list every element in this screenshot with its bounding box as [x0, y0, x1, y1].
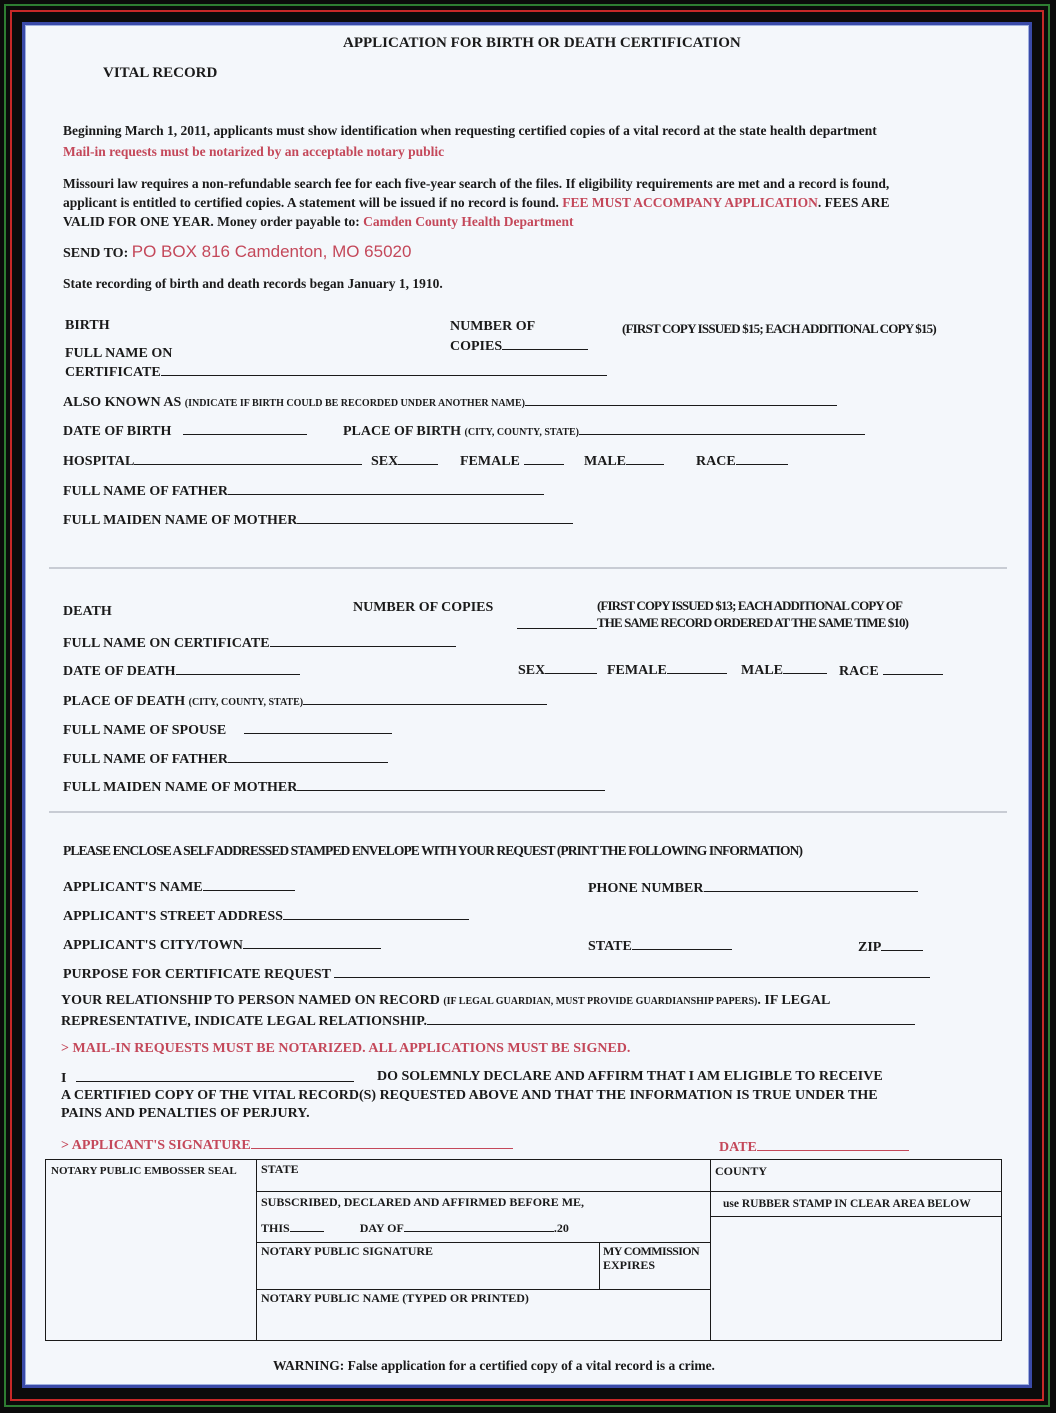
birth-race-field[interactable]: RACE [696, 451, 788, 470]
death-copies-label: NUMBER OF COPIES [353, 600, 494, 615]
death-full-name-field[interactable]: FULL NAME ON CERTIFICATE [63, 633, 456, 652]
birth-pob-field[interactable]: PLACE OF BIRTH (CITY, COUNTY, STATE) [343, 421, 865, 441]
applicant-street-field[interactable]: APPLICANT'S STREET ADDRESS [63, 906, 469, 925]
law-text-line-2: applicant is entitled to certified copies. A statement will be issued if no record is found. FEE MUST ACCOMPANY APPLICATION. FEES ARE [63, 195, 890, 210]
applicant-signature-field[interactable]: > APPLICANT'S SIGNATURE [61, 1135, 513, 1154]
declaration-line-2: A CERTIFIED COPY OF THE VITAL RECORD(S) REQUESTED ABOVE AND THAT THE INFORMATION IS TRUE UNDER THE [61, 1088, 878, 1103]
birth-father-field[interactable]: FULL NAME OF FATHER [63, 481, 544, 500]
applicant-name-field[interactable]: APPLICANT'S NAME [63, 877, 295, 896]
law-text-line-1: Missouri law requires a non-refundable search fee for each five-year search of the files. If eligibility requirements are met and a record is found, [63, 176, 890, 191]
declaration-line-3: PAINS AND PENALTIES OF PERJURY. [61, 1106, 310, 1121]
stamp-note: use RUBBER STAMP IN CLEAR AREA BELOW [723, 1198, 971, 1210]
commission-label-1: MY COMMISSION [603, 1244, 700, 1258]
recording-note: State recording of birth and death records began January 1, 1910. [63, 276, 443, 291]
death-mother-field[interactable]: FULL MAIDEN NAME OF MOTHER [63, 777, 605, 796]
notary-subscribed-label: SUBSCRIBED, DECLARED AND AFFIRMED BEFORE ME, [261, 1195, 585, 1209]
applicant-city-field[interactable]: APPLICANT'S CITY/TOWN [63, 935, 381, 954]
birth-section-label: BIRTH [65, 318, 110, 333]
birth-copies-label-1: NUMBER OF [450, 319, 536, 334]
birth-mother-field[interactable]: FULL MAIDEN NAME OF MOTHER [63, 510, 573, 529]
applicant-phone-field[interactable]: PHONE NUMBER [588, 878, 918, 897]
death-pod-field[interactable]: PLACE OF DEATH (CITY, COUNTY, STATE) [63, 691, 547, 711]
death-spouse-field[interactable]: FULL NAME OF SPOUSE [63, 720, 392, 739]
purpose-field[interactable]: PURPOSE FOR CERTIFICATE REQUEST [63, 964, 930, 983]
birth-fee-note: (FIRST COPY ISSUED $15; EACH ADDITIONAL COPY $15) [622, 321, 936, 336]
birth-full-name-label-1: FULL NAME ON [65, 346, 173, 361]
fee-notice: FEE MUST ACCOMPANY APPLICATION [562, 195, 818, 210]
rubber-stamp-area[interactable] [710, 1216, 1002, 1341]
applicant-zip-field[interactable]: ZIP [858, 937, 923, 956]
send-to: SEND TO: PO BOX 816 Camdenton, MO 65020 [63, 242, 412, 261]
send-to-address: PO BOX 816 Camdenton, MO 65020 [131, 242, 412, 261]
notary-name-label: NOTARY PUBLIC NAME (TYPED OR PRINTED) [261, 1291, 529, 1305]
notary-state-box[interactable] [256, 1159, 711, 1192]
birth-full-name-field[interactable]: CERTIFICATE [65, 362, 607, 381]
death-section-label: DEATH [63, 604, 112, 619]
birth-sex-field[interactable]: SEX [371, 451, 438, 470]
notary-county-label: COUNTY [715, 1164, 768, 1178]
section-divider-2 [49, 811, 1007, 813]
form-title: APPLICATION FOR BIRTH OR DEATH CERTIFICATION [343, 35, 741, 51]
law-text-line-3: VALID FOR ONE YEAR. Money order payable to: Camden County Health Department [63, 214, 574, 229]
notary-state-label: STATE [261, 1162, 299, 1176]
death-female-field[interactable]: FEMALE [607, 660, 727, 679]
birth-copies-field[interactable]: COPIES [450, 336, 588, 355]
birth-hospital-field[interactable]: HOSPITAL [63, 451, 362, 470]
death-male-field[interactable]: MALE [741, 660, 827, 679]
death-sex-field[interactable]: SEX [518, 660, 597, 679]
payee: Camden County Health Department [363, 214, 574, 229]
birth-dob-field[interactable]: DATE OF BIRTH [63, 421, 307, 440]
mail-notice: Mail-in requests must be notarized by an acceptable notary public [63, 144, 445, 159]
form-subtitle: VITAL RECORD [103, 65, 218, 81]
footer-warning: WARNING: False application for a certified copy of a vital record is a crime. [273, 1358, 715, 1373]
relationship-line-1: YOUR RELATIONSHIP TO PERSON NAMED ON RECORD (IF LEGAL GUARDIAN, MUST PROVIDE GUARDIANSHIP PAPERS). IF LEGAL [61, 993, 831, 1008]
section-divider-1 [49, 567, 1007, 569]
notary-signature-label: NOTARY PUBLIC SIGNATURE [261, 1244, 434, 1258]
envelope-note: PLEASE ENCLOSE A SELF ADDRESSED STAMPED ENVELOPE WITH YOUR REQUEST (PRINT THE FOLLOWING INFORMATION) [63, 843, 803, 858]
commission-label-2: EXPIRES [603, 1258, 656, 1272]
notary-seal-label: NOTARY PUBLIC EMBOSSER SEAL [51, 1165, 237, 1177]
form-page [22, 22, 1032, 1388]
notarize-warning: > MAIL-IN REQUESTS MUST BE NOTARIZED. ALL APPLICATIONS MUST BE SIGNED. [61, 1041, 631, 1056]
birth-aka-field[interactable]: ALSO KNOWN AS (INDICATE IF BIRTH COULD BE RECORDED UNDER ANOTHER NAME) [63, 392, 837, 412]
notary-date-line[interactable]: THIS DAY OF .20 [261, 1218, 569, 1235]
death-copies-field[interactable] [517, 615, 597, 634]
id-notice: Beginning March 1, 2011, applicants must show identification when requesting certified copies of a vital record at the state health department [63, 123, 877, 138]
death-fee-note-1: (FIRST COPY ISSUED $13; EACH ADDITIONAL COPY OF [597, 598, 903, 613]
death-fee-note-2: THE SAME RECORD ORDERED AT THE SAME TIME $10) [597, 615, 909, 630]
death-race-field[interactable]: RACE [839, 661, 943, 680]
declaration-line-1: DO SOLEMNLY DECLARE AND AFFIRM THAT I AM ELIGIBLE TO RECEIVE [377, 1069, 883, 1084]
death-dod-field[interactable]: DATE OF DEATH [63, 661, 300, 680]
birth-male-field[interactable]: MALE [584, 451, 664, 470]
applicant-state-field[interactable]: STATE [588, 936, 732, 955]
applicant-date-field[interactable]: DATE [719, 1137, 909, 1156]
birth-female-field[interactable]: FEMALE [460, 451, 564, 470]
death-father-field[interactable]: FULL NAME OF FATHER [63, 749, 388, 768]
relationship-field[interactable]: REPRESENTATIVE, INDICATE LEGAL RELATIONSHIP. [61, 1011, 915, 1030]
notary-seal-box[interactable] [45, 1159, 257, 1341]
declarant-name-field[interactable]: I [61, 1068, 354, 1087]
